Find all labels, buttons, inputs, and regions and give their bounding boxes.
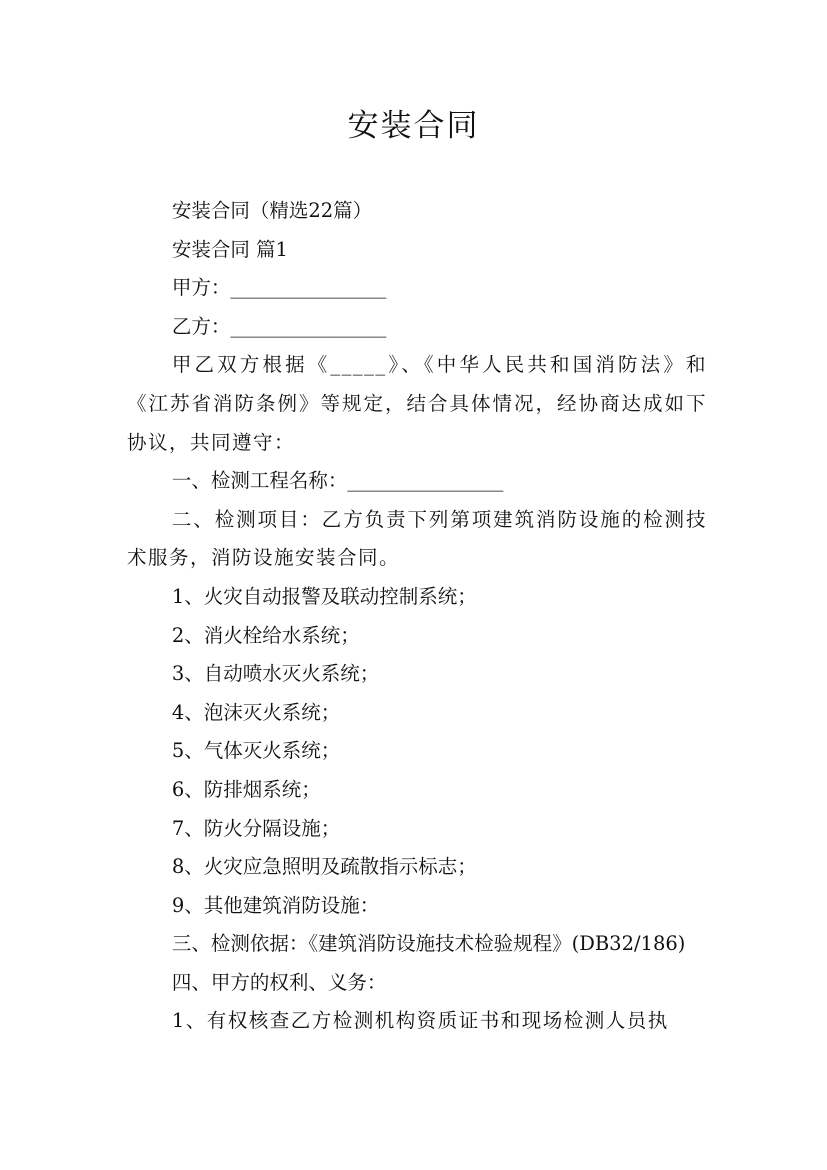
- list-item: 5、气体灭火系统；: [171, 739, 341, 763]
- clause-2-test-items: 二、检测项目：乙方负责下列第项建筑消防设施的检测技术服务，消防设施安装合同。: [127, 507, 707, 570]
- list-item: 7、防火分隔设施；: [171, 816, 341, 840]
- list-item: 1、火灾自动报警及联动控制系统；: [171, 584, 477, 608]
- list-item: 9、其他建筑消防设施：: [171, 893, 380, 917]
- list-item: 2、消火栓给水系统；: [171, 623, 360, 647]
- preamble-paragraph: 甲乙双方根据《_____》、《中华人民共和国消防法》和《江苏省消防条例》等规定，结合具体情况，经协商达成如下协议，共同遵守：: [127, 353, 707, 454]
- list-item: 3、自动喷水灭火系统；: [171, 662, 380, 686]
- doc-subtitle: 安装合同（精选22篇）: [171, 199, 373, 222]
- clause-3-basis: 三、检测依据：《建筑消防设施技术检验规程》(DB32/186): [171, 932, 686, 956]
- document-body: [127, 192, 707, 1041]
- section-heading: 安装合同 篇1: [171, 237, 288, 261]
- list-item: 4、泡沫灭火系统；: [171, 700, 341, 724]
- clause-4-heading: 四、甲方的权利、义务：: [171, 970, 387, 994]
- party-a-line: 甲方：________________: [171, 276, 387, 300]
- document-title: 安装合同: [347, 108, 480, 144]
- party-b-line: 乙方：________________: [171, 314, 387, 338]
- clause-1-project-name: 一、检测工程名称：________________: [171, 469, 504, 493]
- list-item: 6、防排烟系统；: [171, 777, 321, 801]
- list-item: 8、火灾应急照明及疏散指示标志；: [171, 855, 477, 879]
- clause-4-item-1: 1、有权核查乙方检测机构资质证书和现场检测人员执: [171, 1009, 669, 1033]
